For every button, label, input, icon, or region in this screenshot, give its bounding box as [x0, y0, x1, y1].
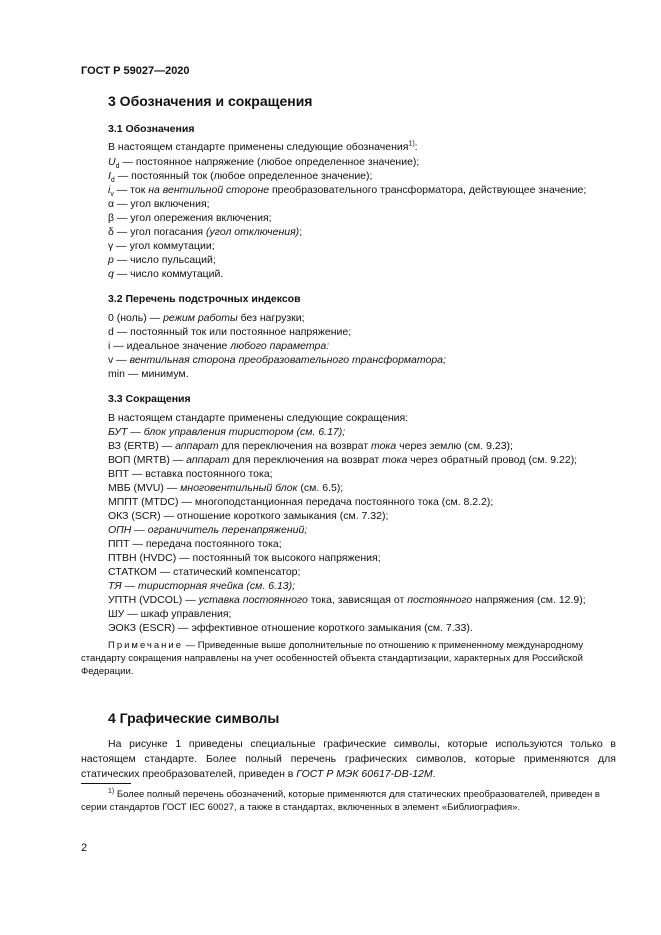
symbol-item: β — угол опережения включения;: [108, 212, 272, 224]
subscript-item: min — минимум.: [108, 368, 189, 380]
abbreviation-item: УПТН (VDCOL) — уставка постоянного тока, зависящая от постоянного напряжения (см. 12.9);: [108, 594, 586, 606]
symbol-item: $U_d$ — постоянное напряжение (любое определенное значение);: [108, 156, 420, 171]
document-header: ГОСТ Р 59027—2020: [81, 65, 190, 77]
section-4-paragraph: На рисунке 1 приведены специальные графические символы, которые используются только в настоящем стандарте. Более полный перечень графических символов, которые применяются для статических преобразователей, приведен в ГОСТ Р МЭК 60617-DB-12M.: [81, 738, 616, 780]
abbreviation-item: ШУ — шкаф управления;: [108, 608, 232, 620]
footnote-divider: [81, 783, 131, 784]
abbreviation-item: ВПТ — вставка постоянного тока;: [108, 468, 273, 480]
abbreviation-item: СТАТКОМ — статический компенсатор;: [108, 566, 301, 578]
abbreviation-item: ТЯ — тиристорная ячейка (см. 6.13);: [108, 580, 296, 592]
abbreviation-item: ОПН — ограничитель перенапряжений;: [108, 524, 308, 536]
symbols-intro: В настоящем стандарте применены следующие обозначения$^{1)}$:: [108, 140, 418, 153]
symbol-item: q — число коммутаций.: [108, 268, 224, 280]
abbreviations-intro: В настоящем стандарте применены следующие сокращения:: [108, 412, 409, 424]
section-3-2-heading: 3.2 Перечень подстрочных индексов: [108, 293, 301, 305]
abbreviation-item: ОКЗ (SCR) — отношение короткого замыкания (см. 7.32);: [108, 510, 389, 522]
abbreviation-item: МППТ (MTDC) — многоподстанционная передача постоянного тока (см. 8.2.2);: [108, 496, 494, 508]
abbreviation-item: ЭОКЗ (ESCR) — эффективное отношение короткого замыкания (см. 7.33).: [108, 622, 473, 634]
symbol-item: δ — угол погасания (угол отключения);: [108, 226, 303, 238]
abbreviation-item: БУТ — блок управления тиристором (см. 6.17);: [108, 426, 346, 438]
section-4-heading: 4 Графические символы: [108, 710, 280, 726]
footnote: $^{1)}$ Более полный перечень обозначений, которые применяются для статических преобразователей, приведен в серии стандартов ГОСТ IEC 60027, а также в стандартах, включенных в элемент «Библиография».: [81, 787, 600, 813]
symbol-item: α — угол включения;: [108, 198, 210, 210]
section-3-3-heading: 3.3 Сокращения: [108, 393, 191, 405]
abbreviation-item: ВОП (MRTB) — аппарат для переключения на возврат тока через обратный провод (см. 9.22);: [108, 454, 578, 466]
subscript-item: i — идеальное значение любого параметра:: [108, 340, 330, 352]
abbreviation-item: ПТВН (HVDC) — постоянный ток высокого напряжения;: [108, 552, 381, 564]
symbol-item: $I_d$ — постоянный ток (любое определенное значение);: [108, 170, 373, 185]
abbreviation-item: МВБ (MVU) — многовентильный блок (см. 6.5);: [108, 482, 344, 494]
symbol-item: γ — угол коммутации;: [108, 240, 215, 252]
subscript-item: 0 (ноль) — режим работы без нагрузки;: [108, 312, 305, 324]
abbreviation-item: ВЗ (ERTB) — аппарат для переключения на возврат тока через землю (см. 9.23);: [108, 440, 513, 452]
symbol-item: $i_v$ — ток на вентильной стороне преобразовательного трансформатора, действующее значение;: [108, 184, 587, 199]
page-number: 2: [81, 842, 88, 854]
subscript-item: v — вентильная сторона преобразовательного трансформатора;: [108, 354, 446, 366]
section-3-heading: 3 Обозначения и сокращения: [108, 93, 313, 109]
abbreviation-item: ППТ — передача постоянного тока;: [108, 538, 282, 550]
abbreviations-note: Примечание — Приведенные выше дополнительные по отношению к примененному международному стандарту сокращения направлены на учет особенностей объекта стандартизации, характерных для Российской Федерации.: [81, 640, 584, 677]
symbol-item: p — число пульсаций;: [108, 254, 216, 266]
section-3-1-heading: 3.1 Обозначения: [108, 123, 195, 135]
subscript-item: d — постоянный ток или постоянное напряжение;: [108, 326, 352, 338]
